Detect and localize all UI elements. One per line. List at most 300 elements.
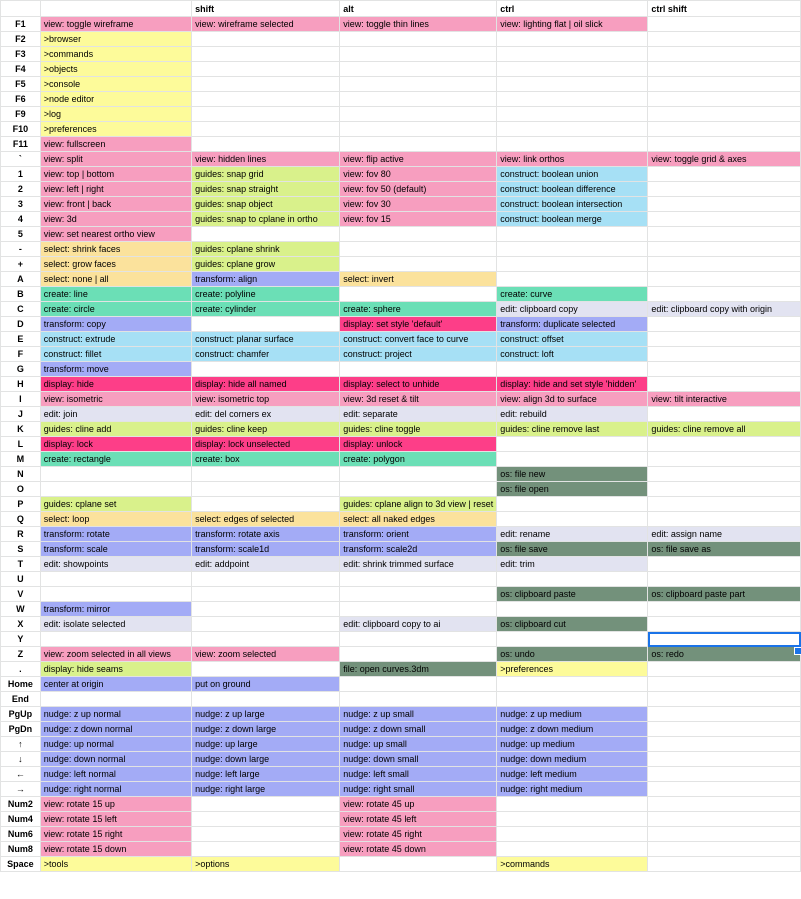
shortcut-cell-alt[interactable] (340, 137, 497, 152)
shortcut-cell-plain[interactable]: >node editor (40, 92, 191, 107)
shortcut-cell-shift[interactable] (192, 32, 340, 47)
shortcut-cell-ctrl-shift[interactable] (648, 857, 801, 872)
shortcut-cell-alt[interactable]: view: 3d reset & tilt (340, 392, 497, 407)
shortcut-cell-plain[interactable]: transform: copy (40, 317, 191, 332)
header-cell-ctrl-shift[interactable]: ctrl shift (648, 1, 801, 17)
shortcut-cell-ctrl[interactable]: display: hide and set style 'hidden' (497, 377, 648, 392)
shortcut-cell-ctrl[interactable]: edit: trim (497, 557, 648, 572)
shortcut-cell-alt[interactable] (340, 632, 497, 647)
shortcut-cell-alt[interactable] (340, 92, 497, 107)
shortcut-cell-shift[interactable]: view: isometric top (192, 392, 340, 407)
shortcut-cell-shift[interactable] (192, 317, 340, 332)
shortcut-cell-plain[interactable]: construct: extrude (40, 332, 191, 347)
row-key-cell[interactable]: 2 (1, 182, 41, 197)
shortcut-cell-ctrl[interactable] (497, 242, 648, 257)
shortcut-cell-ctrl-shift[interactable] (648, 452, 801, 467)
shortcut-cell-shift[interactable]: display: hide all named (192, 377, 340, 392)
shortcut-cell-ctrl-shift[interactable] (648, 317, 801, 332)
shortcut-cell-ctrl-shift[interactable] (648, 17, 801, 32)
shortcut-cell-alt[interactable]: nudge: left small (340, 767, 497, 782)
row-key-cell[interactable]: F2 (1, 32, 41, 47)
shortcut-cell-ctrl[interactable]: construct: boolean union (497, 167, 648, 182)
shortcut-cell-ctrl-shift[interactable] (648, 497, 801, 512)
shortcut-cell-alt[interactable] (340, 587, 497, 602)
shortcut-cell-ctrl[interactable]: guides: cline remove last (497, 422, 648, 437)
row-key-cell[interactable]: Num2 (1, 797, 41, 812)
shortcut-cell-ctrl[interactable]: nudge: right medium (497, 782, 648, 797)
row-key-cell[interactable]: L (1, 437, 41, 452)
row-key-cell[interactable]: U (1, 572, 41, 587)
shortcut-cell-ctrl-shift[interactable] (648, 167, 801, 182)
shortcut-cell-ctrl[interactable]: edit: rebuild (497, 407, 648, 422)
shortcut-cell-alt[interactable]: display: set style 'default' (340, 317, 497, 332)
shortcut-cell-shift[interactable] (192, 62, 340, 77)
shortcut-cell-plain[interactable]: view: set nearest ortho view (40, 227, 191, 242)
shortcut-cell-ctrl[interactable]: create: curve (497, 287, 648, 302)
shortcut-cell-alt[interactable] (340, 242, 497, 257)
shortcut-cell-plain[interactable] (40, 572, 191, 587)
row-key-cell[interactable]: N (1, 467, 41, 482)
row-key-cell[interactable]: Y (1, 632, 41, 647)
shortcut-cell-plain[interactable]: nudge: right normal (40, 782, 191, 797)
shortcut-cell-ctrl[interactable]: nudge: z down medium (497, 722, 648, 737)
shortcut-cell-alt[interactable]: view: rotate 45 left (340, 812, 497, 827)
shortcut-cell-alt[interactable] (340, 227, 497, 242)
shortcut-cell-shift[interactable]: view: hidden lines (192, 152, 340, 167)
shortcut-cell-ctrl[interactable]: construct: loft (497, 347, 648, 362)
shortcut-cell-ctrl-shift[interactable] (648, 62, 801, 77)
shortcut-cell-alt[interactable]: select: all naked edges (340, 512, 497, 527)
shortcut-cell-ctrl[interactable]: os: undo (497, 647, 648, 662)
row-key-cell[interactable]: 5 (1, 227, 41, 242)
shortcut-cell-shift[interactable] (192, 587, 340, 602)
shortcut-cell-ctrl-shift[interactable] (648, 662, 801, 677)
shortcut-cell-ctrl-shift[interactable] (648, 362, 801, 377)
shortcut-cell-ctrl[interactable] (497, 362, 648, 377)
shortcut-cell-alt[interactable]: view: rotate 45 right (340, 827, 497, 842)
shortcut-cell-shift[interactable] (192, 467, 340, 482)
shortcut-cell-ctrl[interactable] (497, 62, 648, 77)
row-key-cell[interactable]: O (1, 482, 41, 497)
shortcut-cell-ctrl-shift[interactable] (648, 242, 801, 257)
shortcut-cell-plain[interactable]: >browser (40, 32, 191, 47)
shortcut-cell-ctrl[interactable] (497, 107, 648, 122)
shortcut-cell-plain[interactable]: nudge: up normal (40, 737, 191, 752)
shortcut-cell-alt[interactable]: guides: cplane align to 3d view | reset (340, 497, 497, 512)
shortcut-cell-alt[interactable] (340, 482, 497, 497)
shortcut-cell-ctrl-shift[interactable] (648, 272, 801, 287)
shortcut-cell-shift[interactable] (192, 137, 340, 152)
row-key-cell[interactable]: D (1, 317, 41, 332)
shortcut-cell-ctrl[interactable] (497, 812, 648, 827)
shortcut-cell-shift[interactable]: >options (192, 857, 340, 872)
shortcut-cell-ctrl-shift[interactable] (648, 257, 801, 272)
row-key-cell[interactable]: Q (1, 512, 41, 527)
shortcut-cell-plain[interactable]: view: rotate 15 left (40, 812, 191, 827)
shortcut-cell-ctrl-shift[interactable] (648, 377, 801, 392)
shortcut-cell-shift[interactable]: guides: snap object (192, 197, 340, 212)
shortcut-cell-ctrl[interactable]: construct: boolean difference (497, 182, 648, 197)
shortcut-cell-alt[interactable]: view: fov 50 (default) (340, 182, 497, 197)
row-key-cell[interactable]: G (1, 362, 41, 377)
row-key-cell[interactable]: I (1, 392, 41, 407)
shortcut-cell-shift[interactable] (192, 602, 340, 617)
shortcut-cell-shift[interactable]: nudge: z up large (192, 707, 340, 722)
shortcut-cell-alt[interactable]: view: fov 30 (340, 197, 497, 212)
shortcut-cell-shift[interactable] (192, 617, 340, 632)
shortcut-cell-plain[interactable] (40, 692, 191, 707)
shortcut-cell-shift[interactable] (192, 77, 340, 92)
shortcut-cell-alt[interactable]: edit: separate (340, 407, 497, 422)
row-key-cell[interactable]: Num4 (1, 812, 41, 827)
shortcut-cell-alt[interactable]: nudge: down small (340, 752, 497, 767)
shortcut-cell-plain[interactable]: >objects (40, 62, 191, 77)
shortcut-cell-ctrl-shift[interactable] (648, 287, 801, 302)
shortcut-cell-ctrl-shift[interactable] (648, 212, 801, 227)
row-key-cell[interactable]: T (1, 557, 41, 572)
shortcut-cell-ctrl[interactable] (497, 632, 648, 647)
row-key-cell[interactable]: - (1, 242, 41, 257)
shortcut-cell-alt[interactable] (340, 572, 497, 587)
shortcut-cell-ctrl[interactable]: edit: clipboard copy (497, 302, 648, 317)
row-key-cell[interactable]: F11 (1, 137, 41, 152)
shortcut-cell-alt[interactable]: view: rotate 45 down (340, 842, 497, 857)
shortcut-cell-shift[interactable]: guides: snap straight (192, 182, 340, 197)
shortcut-cell-ctrl[interactable]: os: clipboard cut (497, 617, 648, 632)
shortcut-cell-alt[interactable]: edit: clipboard copy to ai (340, 617, 497, 632)
shortcut-cell-ctrl[interactable] (497, 47, 648, 62)
shortcut-cell-ctrl[interactable] (497, 677, 648, 692)
shortcut-cell-alt[interactable] (340, 677, 497, 692)
shortcut-cell-plain[interactable]: view: isometric (40, 392, 191, 407)
shortcut-cell-ctrl[interactable] (497, 137, 648, 152)
row-key-cell[interactable]: F (1, 347, 41, 362)
shortcut-cell-plain[interactable]: view: zoom selected in all views (40, 647, 191, 662)
shortcut-cell-alt[interactable] (340, 32, 497, 47)
shortcut-cell-shift[interactable]: guides: cplane grow (192, 257, 340, 272)
shortcut-cell-ctrl-shift[interactable] (648, 32, 801, 47)
shortcut-cell-ctrl-shift[interactable] (648, 557, 801, 572)
shortcut-cell-ctrl[interactable]: construct: offset (497, 332, 648, 347)
row-key-cell[interactable]: Space (1, 857, 41, 872)
shortcut-cell-shift[interactable]: transform: align (192, 272, 340, 287)
shortcut-cell-alt[interactable]: display: unlock (340, 437, 497, 452)
shortcut-cell-plain[interactable]: transform: move (40, 362, 191, 377)
shortcut-cell-plain[interactable]: create: circle (40, 302, 191, 317)
shortcut-cell-ctrl[interactable] (497, 827, 648, 842)
row-key-cell[interactable]: ↓ (1, 752, 41, 767)
shortcut-cell-ctrl-shift[interactable]: os: file save as (648, 542, 801, 557)
shortcut-cell-shift[interactable]: nudge: z down large (192, 722, 340, 737)
shortcut-cell-ctrl-shift[interactable]: os: redo (648, 647, 801, 662)
shortcut-cell-shift[interactable]: view: wireframe selected (192, 17, 340, 32)
shortcut-cell-shift[interactable] (192, 497, 340, 512)
row-key-cell[interactable]: K (1, 422, 41, 437)
shortcut-cell-shift[interactable] (192, 842, 340, 857)
shortcut-cell-plain[interactable]: view: rotate 15 up (40, 797, 191, 812)
shortcut-cell-shift[interactable]: construct: planar surface (192, 332, 340, 347)
shortcut-cell-plain[interactable]: view: front | back (40, 197, 191, 212)
shortcut-cell-ctrl-shift[interactable] (648, 842, 801, 857)
shortcut-cell-ctrl[interactable]: os: clipboard paste (497, 587, 648, 602)
shortcut-cell-ctrl-shift[interactable] (648, 107, 801, 122)
shortcut-cell-ctrl-shift[interactable] (648, 77, 801, 92)
shortcut-cell-shift[interactable] (192, 92, 340, 107)
shortcut-cell-ctrl-shift[interactable]: edit: clipboard copy with origin (648, 302, 801, 317)
shortcut-cell-ctrl-shift[interactable] (648, 227, 801, 242)
shortcut-cell-ctrl[interactable] (497, 437, 648, 452)
row-key-cell[interactable]: H (1, 377, 41, 392)
shortcut-cell-shift[interactable]: view: zoom selected (192, 647, 340, 662)
shortcut-cell-plain[interactable] (40, 467, 191, 482)
shortcut-cell-plain[interactable]: view: split (40, 152, 191, 167)
header-cell-shift[interactable]: shift (192, 1, 340, 17)
shortcut-cell-ctrl[interactable]: >preferences (497, 662, 648, 677)
shortcut-cell-plain[interactable]: edit: join (40, 407, 191, 422)
row-key-cell[interactable]: J (1, 407, 41, 422)
shortcut-cell-alt[interactable] (340, 362, 497, 377)
shortcut-cell-shift[interactable] (192, 827, 340, 842)
shortcut-cell-alt[interactable]: nudge: z down small (340, 722, 497, 737)
shortcut-cell-ctrl[interactable]: nudge: up medium (497, 737, 648, 752)
shortcut-cell-ctrl[interactable]: os: file save (497, 542, 648, 557)
shortcut-cell-ctrl[interactable] (497, 572, 648, 587)
shortcut-cell-plain[interactable] (40, 632, 191, 647)
shortcut-cell-shift[interactable]: create: cylinder (192, 302, 340, 317)
shortcut-cell-plain[interactable]: select: grow faces (40, 257, 191, 272)
selection-fill-handle[interactable] (794, 647, 801, 655)
shortcut-cell-ctrl-shift[interactable] (648, 572, 801, 587)
row-key-cell[interactable]: Z (1, 647, 41, 662)
shortcut-cell-plain[interactable]: view: left | right (40, 182, 191, 197)
shortcut-cell-plain[interactable]: guides: cplane set (40, 497, 191, 512)
shortcut-cell-ctrl[interactable] (497, 602, 648, 617)
shortcut-cell-ctrl[interactable] (497, 452, 648, 467)
selected-cell[interactable] (648, 632, 801, 647)
shortcut-cell-ctrl[interactable] (497, 32, 648, 47)
shortcut-cell-ctrl[interactable]: nudge: down medium (497, 752, 648, 767)
shortcut-cell-ctrl[interactable] (497, 797, 648, 812)
shortcut-cell-ctrl[interactable]: view: lighting flat | oil slick (497, 17, 648, 32)
shortcut-cell-shift[interactable] (192, 662, 340, 677)
shortcut-cell-plain[interactable]: nudge: left normal (40, 767, 191, 782)
shortcut-cell-ctrl[interactable] (497, 842, 648, 857)
shortcut-cell-ctrl-shift[interactable] (648, 47, 801, 62)
shortcut-cell-ctrl[interactable]: >commands (497, 857, 648, 872)
row-key-cell[interactable]: F9 (1, 107, 41, 122)
shortcut-cell-plain[interactable]: display: hide seams (40, 662, 191, 677)
shortcut-cell-alt[interactable]: edit: shrink trimmed surface (340, 557, 497, 572)
shortcut-cell-plain[interactable]: transform: rotate (40, 527, 191, 542)
shortcut-cell-plain[interactable]: view: 3d (40, 212, 191, 227)
shortcut-cell-shift[interactable]: select: edges of selected (192, 512, 340, 527)
shortcut-cell-shift[interactable]: nudge: left large (192, 767, 340, 782)
shortcut-cell-ctrl[interactable] (497, 92, 648, 107)
shortcut-cell-alt[interactable]: construct: project (340, 347, 497, 362)
shortcut-cell-ctrl[interactable]: nudge: z up medium (497, 707, 648, 722)
shortcut-cell-shift[interactable]: nudge: right large (192, 782, 340, 797)
shortcut-cell-shift[interactable]: create: polyline (192, 287, 340, 302)
row-key-cell[interactable]: R (1, 527, 41, 542)
row-key-cell[interactable]: PgUp (1, 707, 41, 722)
shortcut-cell-plain[interactable]: nudge: z up normal (40, 707, 191, 722)
row-key-cell[interactable]: ↑ (1, 737, 41, 752)
shortcut-cell-ctrl[interactable] (497, 497, 648, 512)
shortcut-cell-plain[interactable]: >preferences (40, 122, 191, 137)
shortcut-cell-alt[interactable] (340, 467, 497, 482)
shortcut-cell-ctrl[interactable]: construct: boolean intersection (497, 197, 648, 212)
shortcut-cell-shift[interactable] (192, 227, 340, 242)
row-key-cell[interactable]: ` (1, 152, 41, 167)
row-key-cell[interactable]: F5 (1, 77, 41, 92)
shortcut-cell-plain[interactable]: view: rotate 15 down (40, 842, 191, 857)
shortcut-cell-shift[interactable]: create: box (192, 452, 340, 467)
shortcut-cell-shift[interactable]: transform: rotate axis (192, 527, 340, 542)
shortcut-cell-alt[interactable]: display: select to unhide (340, 377, 497, 392)
shortcut-cell-plain[interactable]: view: top | bottom (40, 167, 191, 182)
shortcut-cell-alt[interactable]: view: rotate 45 up (340, 797, 497, 812)
shortcut-cell-ctrl[interactable] (497, 227, 648, 242)
shortcut-cell-plain[interactable]: edit: showpoints (40, 557, 191, 572)
shortcut-cell-plain[interactable]: nudge: down normal (40, 752, 191, 767)
shortcut-cell-ctrl-shift[interactable] (648, 722, 801, 737)
row-key-cell[interactable]: W (1, 602, 41, 617)
shortcut-cell-ctrl[interactable]: transform: duplicate selected (497, 317, 648, 332)
shortcut-cell-plain[interactable]: transform: scale (40, 542, 191, 557)
shortcut-cell-ctrl-shift[interactable] (648, 707, 801, 722)
row-key-cell[interactable]: V (1, 587, 41, 602)
shortcut-cell-ctrl-shift[interactable] (648, 767, 801, 782)
shortcut-cell-shift[interactable] (192, 797, 340, 812)
shortcut-cell-plain[interactable]: display: hide (40, 377, 191, 392)
shortcut-cell-ctrl[interactable]: os: file new (497, 467, 648, 482)
shortcut-cell-alt[interactable] (340, 857, 497, 872)
shortcut-cell-plain[interactable]: select: none | all (40, 272, 191, 287)
shortcut-cell-plain[interactable]: select: loop (40, 512, 191, 527)
shortcut-cell-plain[interactable]: >console (40, 77, 191, 92)
row-key-cell[interactable]: S (1, 542, 41, 557)
shortcut-cell-shift[interactable]: guides: snap grid (192, 167, 340, 182)
row-key-cell[interactable]: F4 (1, 62, 41, 77)
shortcut-cell-plain[interactable]: center at origin (40, 677, 191, 692)
shortcut-cell-shift[interactable] (192, 362, 340, 377)
shortcut-cell-ctrl-shift[interactable]: edit: assign name (648, 527, 801, 542)
row-key-cell[interactable]: M (1, 452, 41, 467)
shortcut-cell-shift[interactable]: edit: del corners ex (192, 407, 340, 422)
shortcut-cell-alt[interactable] (340, 692, 497, 707)
shortcut-cell-ctrl-shift[interactable] (648, 437, 801, 452)
shortcut-cell-alt[interactable]: nudge: up small (340, 737, 497, 752)
row-key-cell[interactable]: 1 (1, 167, 41, 182)
shortcut-cell-ctrl-shift[interactable] (648, 812, 801, 827)
shortcut-cell-shift[interactable] (192, 572, 340, 587)
row-key-cell[interactable]: Num8 (1, 842, 41, 857)
shortcut-cell-plain[interactable]: view: rotate 15 right (40, 827, 191, 842)
shortcut-cell-shift[interactable] (192, 632, 340, 647)
shortcut-cell-alt[interactable]: select: invert (340, 272, 497, 287)
shortcut-cell-shift[interactable] (192, 107, 340, 122)
shortcut-cell-alt[interactable]: create: sphere (340, 302, 497, 317)
row-key-cell[interactable]: ← (1, 767, 41, 782)
shortcut-cell-shift[interactable]: guides: cplane shrink (192, 242, 340, 257)
shortcut-cell-ctrl-shift[interactable] (648, 182, 801, 197)
shortcut-cell-plain[interactable]: select: shrink faces (40, 242, 191, 257)
shortcut-cell-plain[interactable]: >log (40, 107, 191, 122)
shortcut-cell-plain[interactable]: transform: mirror (40, 602, 191, 617)
shortcut-cell-ctrl[interactable] (497, 512, 648, 527)
shortcut-cell-ctrl-shift[interactable] (648, 407, 801, 422)
shortcut-cell-plain[interactable] (40, 587, 191, 602)
shortcut-cell-alt[interactable]: view: fov 80 (340, 167, 497, 182)
shortcut-cell-plain[interactable] (40, 482, 191, 497)
shortcut-cell-alt[interactable]: view: flip active (340, 152, 497, 167)
shortcut-cell-alt[interactable] (340, 47, 497, 62)
row-key-cell[interactable]: Num6 (1, 827, 41, 842)
shortcut-cell-plain[interactable]: create: line (40, 287, 191, 302)
shortcut-cell-alt[interactable]: view: toggle thin lines (340, 17, 497, 32)
shortcut-cell-alt[interactable]: nudge: right small (340, 782, 497, 797)
shortcut-cell-plain[interactable]: view: fullscreen (40, 137, 191, 152)
shortcut-cell-shift[interactable]: nudge: down large (192, 752, 340, 767)
shortcut-cell-ctrl-shift[interactable] (648, 752, 801, 767)
shortcut-cell-shift[interactable]: guides: snap to cplane in ortho (192, 212, 340, 227)
shortcut-cell-ctrl-shift[interactable] (648, 827, 801, 842)
shortcut-cell-shift[interactable]: transform: scale1d (192, 542, 340, 557)
row-key-cell[interactable]: + (1, 257, 41, 272)
shortcut-cell-alt[interactable]: construct: convert face to curve (340, 332, 497, 347)
shortcut-cell-plain[interactable]: create: rectangle (40, 452, 191, 467)
row-key-cell[interactable]: A (1, 272, 41, 287)
shortcut-cell-ctrl-shift[interactable] (648, 467, 801, 482)
shortcut-cell-shift[interactable]: guides: cline keep (192, 422, 340, 437)
row-key-cell[interactable]: B (1, 287, 41, 302)
header-cell-ctrl[interactable]: ctrl (497, 1, 648, 17)
shortcut-cell-ctrl[interactable] (497, 122, 648, 137)
shortcut-cell-ctrl[interactable]: edit: rename (497, 527, 648, 542)
shortcut-cell-alt[interactable]: transform: orient (340, 527, 497, 542)
row-key-cell[interactable]: X (1, 617, 41, 632)
shortcut-cell-alt[interactable]: nudge: z up small (340, 707, 497, 722)
shortcut-cell-plain[interactable]: view: toggle wireframe (40, 17, 191, 32)
shortcut-cell-alt[interactable] (340, 257, 497, 272)
shortcut-cell-ctrl-shift[interactable] (648, 92, 801, 107)
shortcut-cell-alt[interactable]: guides: cline toggle (340, 422, 497, 437)
shortcut-cell-ctrl[interactable]: view: align 3d to surface (497, 392, 648, 407)
row-key-cell[interactable]: 4 (1, 212, 41, 227)
shortcut-cell-ctrl[interactable] (497, 77, 648, 92)
shortcut-cell-ctrl-shift[interactable]: view: toggle grid & axes (648, 152, 801, 167)
row-key-cell[interactable]: P (1, 497, 41, 512)
shortcut-cell-plain[interactable]: nudge: z down normal (40, 722, 191, 737)
shortcut-cell-ctrl-shift[interactable]: guides: cline remove all (648, 422, 801, 437)
row-key-cell[interactable]: F10 (1, 122, 41, 137)
shortcut-cell-ctrl-shift[interactable] (648, 602, 801, 617)
shortcut-cell-plain[interactable]: construct: fillet (40, 347, 191, 362)
shortcut-cell-ctrl-shift[interactable] (648, 197, 801, 212)
row-key-cell[interactable]: . (1, 662, 41, 677)
shortcut-cell-ctrl[interactable] (497, 257, 648, 272)
shortcut-cell-ctrl-shift[interactable] (648, 347, 801, 362)
shortcut-cell-ctrl[interactable] (497, 692, 648, 707)
shortcut-cell-alt[interactable]: create: polygon (340, 452, 497, 467)
shortcut-cell-alt[interactable] (340, 602, 497, 617)
shortcut-cell-ctrl-shift[interactable] (648, 737, 801, 752)
shortcut-cell-alt[interactable]: view: fov 15 (340, 212, 497, 227)
shortcut-cell-ctrl-shift[interactable]: os: clipboard paste part (648, 587, 801, 602)
shortcut-cell-ctrl[interactable]: construct: boolean merge (497, 212, 648, 227)
shortcut-cell-ctrl-shift[interactable] (648, 617, 801, 632)
shortcut-cell-ctrl-shift[interactable] (648, 797, 801, 812)
